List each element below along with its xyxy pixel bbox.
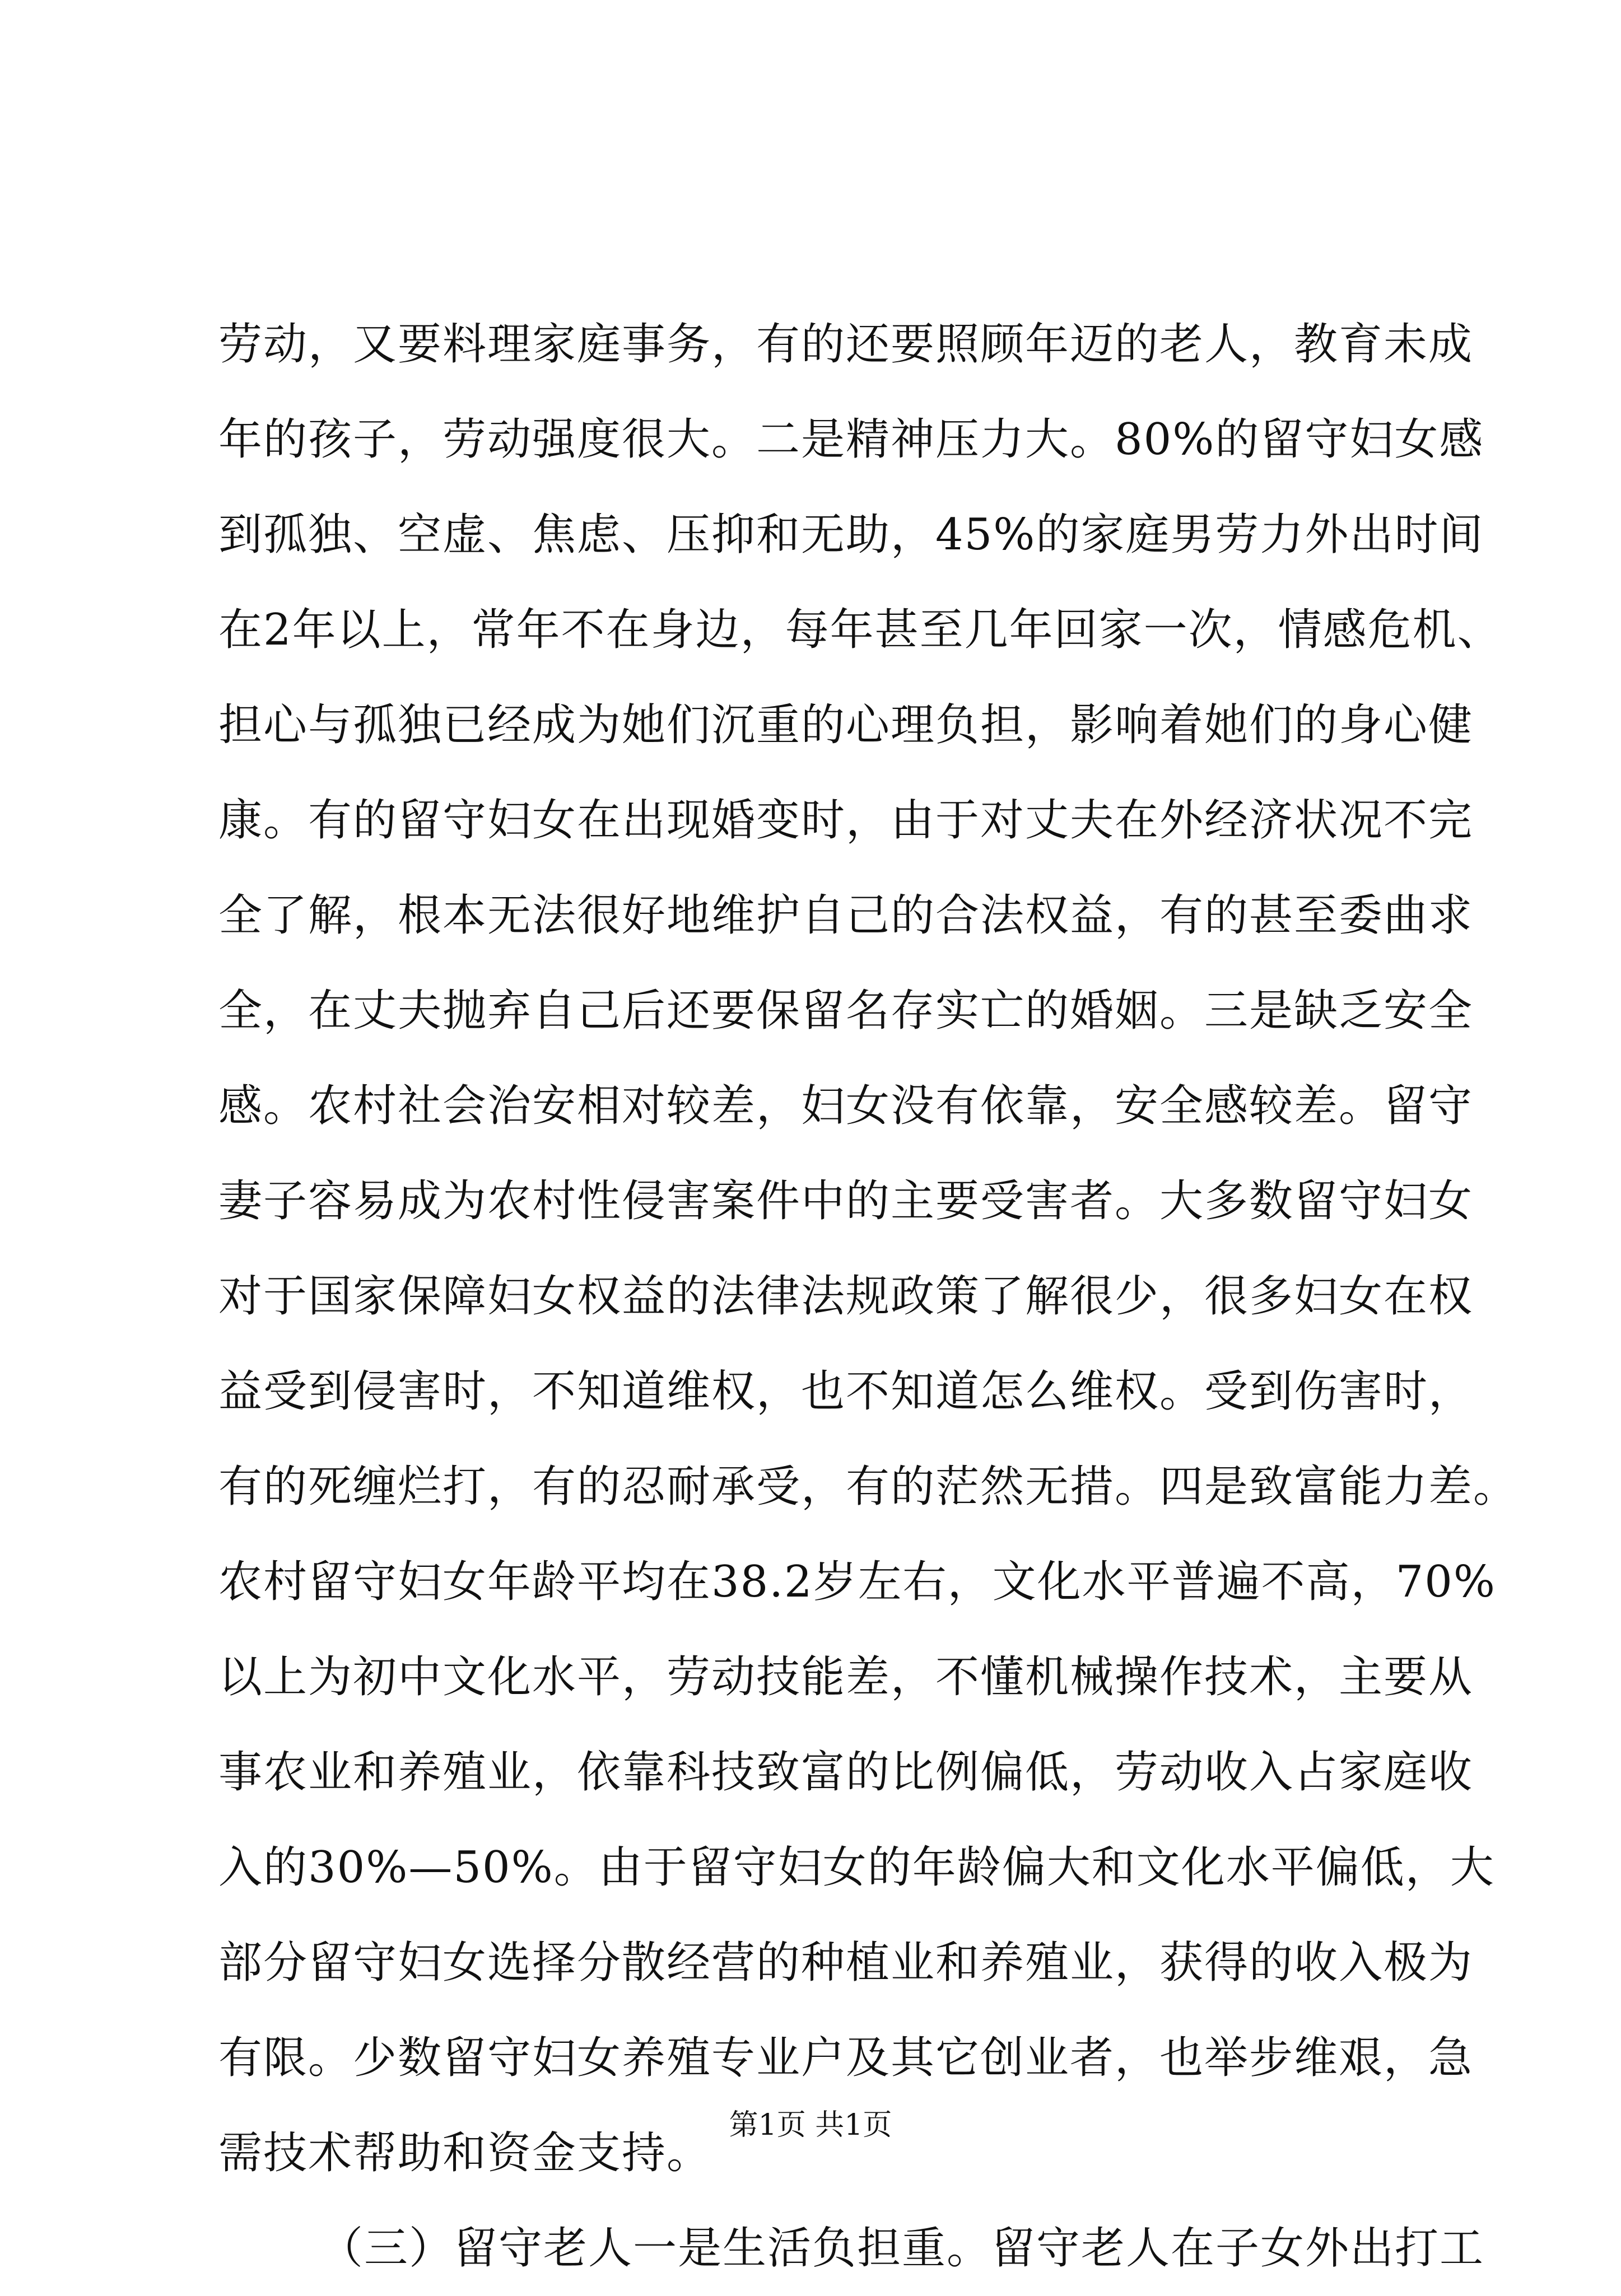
text-line: 以上为初中文化水平，劳动技能差，不懂机械操作技术，主要从 (218, 1652, 1474, 1702)
text-line: 农村留守妇女年龄平均在38.2岁左右，文化水平普遍不高，70% (218, 1557, 1497, 1607)
text-line: 在2年以上，常年不在身边，每年甚至几年回家一次，情感危机、 (218, 605, 1502, 655)
text-line: 对于国家保障妇女权益的法律法规政策了解很少，很多妇女在权 (218, 1271, 1474, 1322)
text-line: 入的30%—50%。由于留守妇女的年龄偏大和文化水平偏低，大 (218, 1842, 1495, 1893)
section-heading-line: （三）留守老人一是生活负担重。留守老人在子女外出打工 (319, 2223, 1485, 2274)
page-footer: 第1页 共1页 (729, 2108, 892, 2142)
text-line: 有限。少数留守妇女养殖专业户及其它创业者，也举步维艰，急 (218, 2033, 1474, 2083)
text-line: 妻子容易成为农村性侵害案件中的主要受害者。大多数留守妇女 (218, 1176, 1474, 1226)
text-line: 全，在丈夫抛弃自己后还要保留名存实亡的婚姻。三是缺乏安全 (218, 986, 1474, 1036)
text-line: 益受到侵害时，不知道维权，也不知道怎么维权。受到伤害时， (218, 1366, 1474, 1417)
text-line: 劳动，又要料理家庭事务，有的还要照顾年迈的老人，教育未成 (218, 319, 1474, 370)
text-line: 全了解，根本无法很好地维护自己的合法权益，有的甚至委曲求 (218, 890, 1474, 941)
body-text (218, 297, 1518, 2296)
text-line: 担心与孤独已经成为她们沉重的心理负担，影响着她们的身心健 (218, 700, 1474, 750)
text-line: 年的孩子，劳动强度很大。二是精神压力大。80%的留守妇女感 (218, 414, 1484, 465)
text-line: 到孤独、空虚、焦虑、压抑和无助，45%的家庭男劳力外出时间 (218, 510, 1484, 560)
text-line: 感。农村社会治安相对较差，妇女没有依靠，安全感较差。留守 (218, 1081, 1474, 1131)
text-line: 部分留守妇女选择分散经营的种植业和养殖业，获得的收入极为 (218, 1938, 1474, 1988)
text-line: 事农业和养殖业，依靠科技致富的比例偏低，劳动收入占家庭收 (218, 1747, 1474, 1798)
text-line: 有的死缠烂打，有的忍耐承受，有的茫然无措。四是致富能力差。 (218, 1462, 1518, 1512)
text-line: 需技术帮助和资金支持。 (218, 2128, 712, 2178)
text-line: 康。有的留守妇女在出现婚变时，由于对丈夫在外经济状况不完 (218, 795, 1474, 846)
